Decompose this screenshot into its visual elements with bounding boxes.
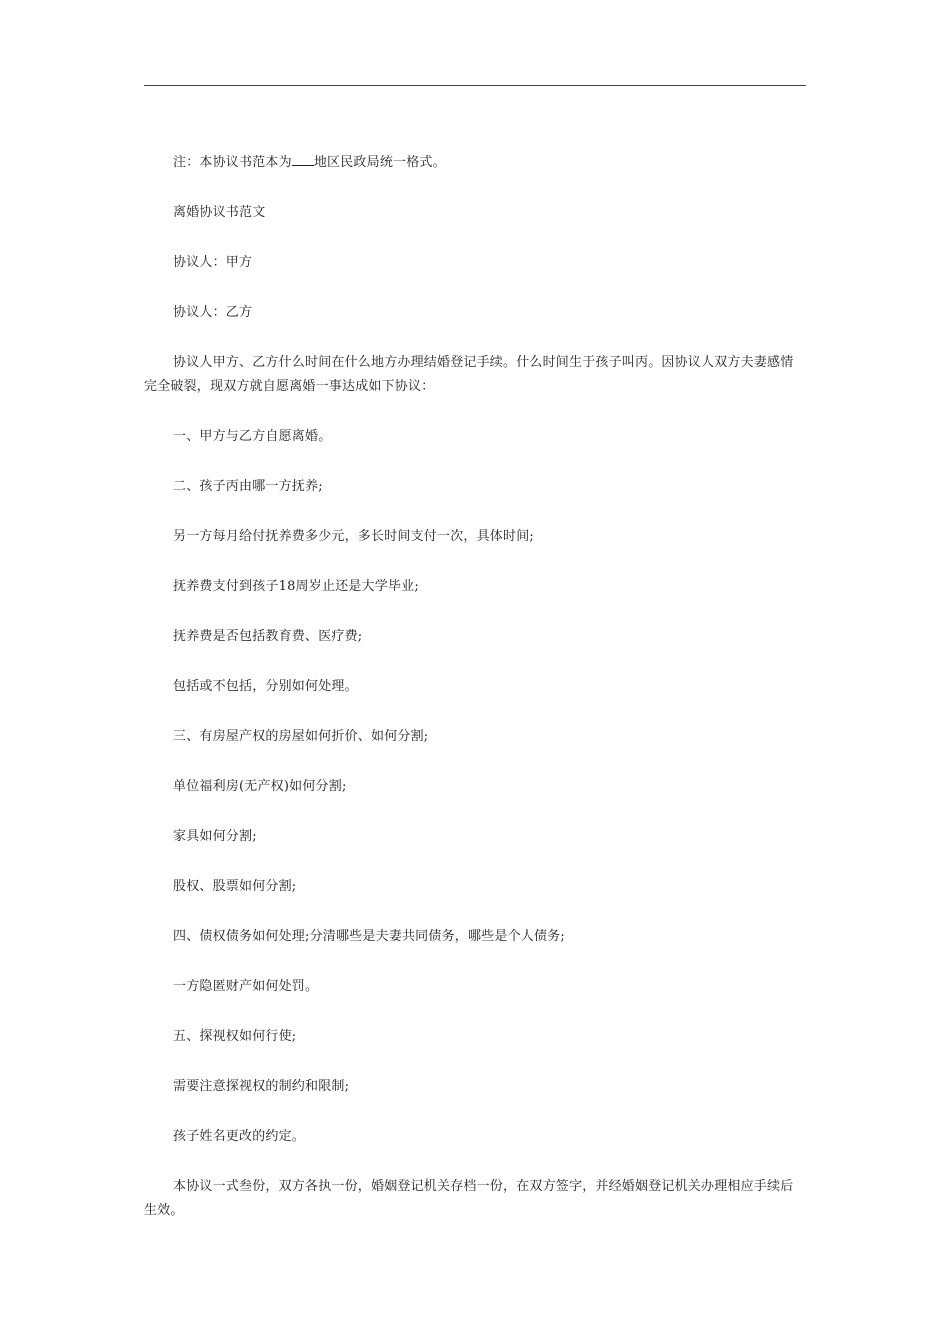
header-rule — [144, 85, 806, 86]
clause-5-name-change: 孩子姓名更改的约定。 — [173, 1129, 306, 1144]
document-body — [144, 151, 806, 1223]
closing-paragraph: 本协议一式叁份，双方各执一份，婚姻登记机关存档一份，在双方签字，并经婚姻登记机关办理相应手续后生效。 — [144, 1179, 794, 1218]
format-note — [144, 151, 806, 175]
clause-2: 二、孩子丙由哪一方抚养; — [173, 479, 323, 494]
region-blank — [292, 153, 314, 166]
clause-3-welfare-housing: 单位福利房(无产权)如何分割; — [173, 779, 347, 794]
clause-2-support-amount: 另一方每月给付抚养费多少元，多长时间支付一次，具体时间; — [173, 529, 534, 544]
clause-2-support-handling: 包括或不包括，分别如何处理。 — [173, 679, 358, 694]
clause-2-support-scope: 抚养费是否包括教育费、医疗费; — [173, 629, 363, 644]
intro-paragraph: 协议人甲方、乙方什么时间在什么地方办理结婚登记手续。什么时间生于孩子叫丙。因协议人双方夫妻感情完全破裂，现双方就自愿离婚一事达成如下协议： — [144, 355, 794, 394]
clause-3-furniture: 家具如何分割; — [173, 829, 257, 844]
clause-2-support-term: 抚养费支付到孩子18周岁止还是大学毕业; — [173, 579, 419, 594]
clause-4: 四、债权债务如何处理;分清哪些是夫妻共同债务，哪些是个人债务; — [173, 929, 565, 944]
format-note-prefix: 注：本协议书范本为 — [173, 155, 292, 170]
clause-5-visitation-limits: 需要注意探视权的制约和限制; — [173, 1079, 350, 1094]
clause-3-stocks: 股权、股票如何分割; — [173, 879, 297, 894]
clause-4-hidden-assets: 一方隐匿财产如何处罚。 — [173, 979, 319, 994]
clause-1: 一、甲方与乙方自愿离婚。 — [173, 429, 332, 444]
party-b: 协议人：乙方 — [173, 305, 253, 320]
clause-3: 三、有房屋产权的房屋如何折价、如何分割; — [173, 729, 429, 744]
format-note-suffix: 地区民政局统一格式。 — [313, 155, 446, 170]
document-title: 离婚协议书范文 — [173, 205, 266, 220]
party-a: 协议人：甲方 — [173, 255, 253, 270]
clause-5: 五、探视权如何行使; — [173, 1029, 297, 1044]
